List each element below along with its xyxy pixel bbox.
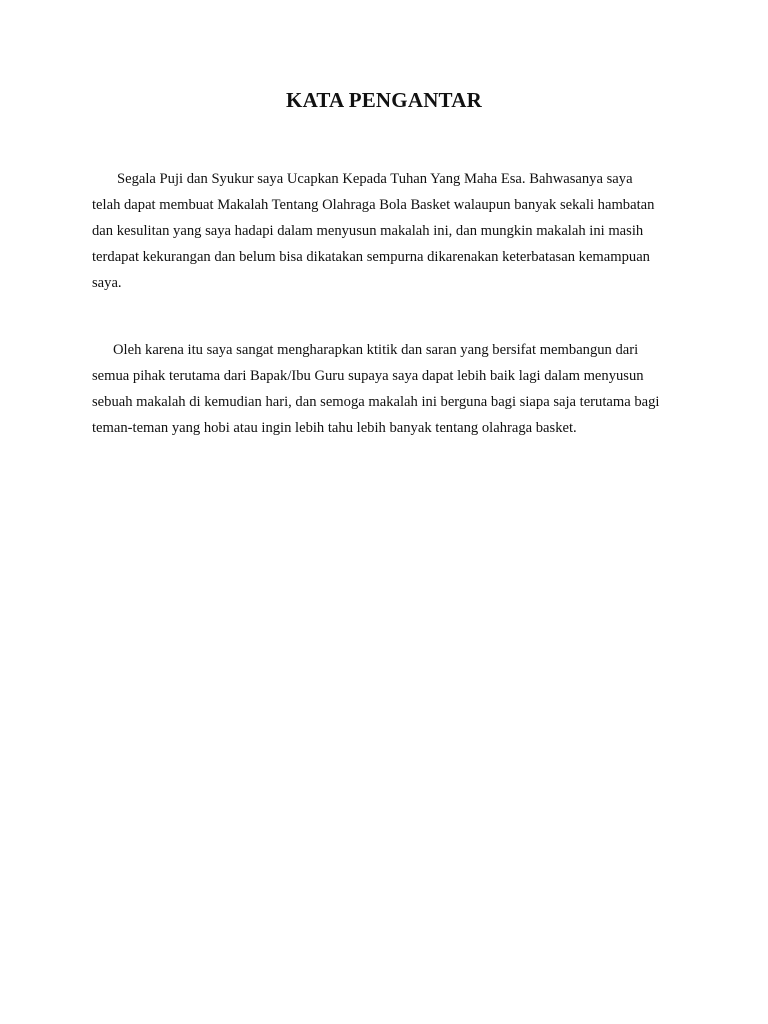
paragraph-1	[92, 166, 682, 296]
paragraph-2-line: Oleh karena itu saya sangat mengharapkan ktitik dan saran yang bersifat membangun dari	[113, 342, 639, 358]
paragraph-1-line: dan kesulitan yang saya hadapi dalam menyusun makalah ini, dan mungkin makalah ini masih	[92, 223, 644, 239]
paragraph-1-line: telah dapat membuat Makalah Tentang Olahraga Bola Basket walaupun banyak sekali hambatan	[92, 197, 655, 213]
paragraph-1-line: Segala Puji dan Syukur saya Ucapkan Kepada Tuhan Yang Maha Esa. Bahwasanya saya	[117, 171, 633, 187]
paragraph-2-line: teman-teman yang hobi atau ingin lebih tahu lebih banyak tentang olahraga basket.	[92, 420, 577, 436]
paragraph-2	[92, 337, 682, 441]
paragraph-1-line: terdapat kekurangan dan belum bisa dikatakan sempurna dikarenakan keterbatasan kemampuan	[92, 249, 650, 265]
paragraph-1-line: saya.	[92, 275, 122, 291]
paragraph-2-line: sebuah makalah di kemudian hari, dan semoga makalah ini berguna bagi siapa saja terutama bagi	[92, 394, 660, 410]
page-title: KATA PENGANTAR	[286, 88, 482, 112]
paragraph-2-line: semua pihak terutama dari Bapak/Ibu Guru supaya saya dapat lebih baik lagi dalam menyusun	[92, 368, 644, 384]
